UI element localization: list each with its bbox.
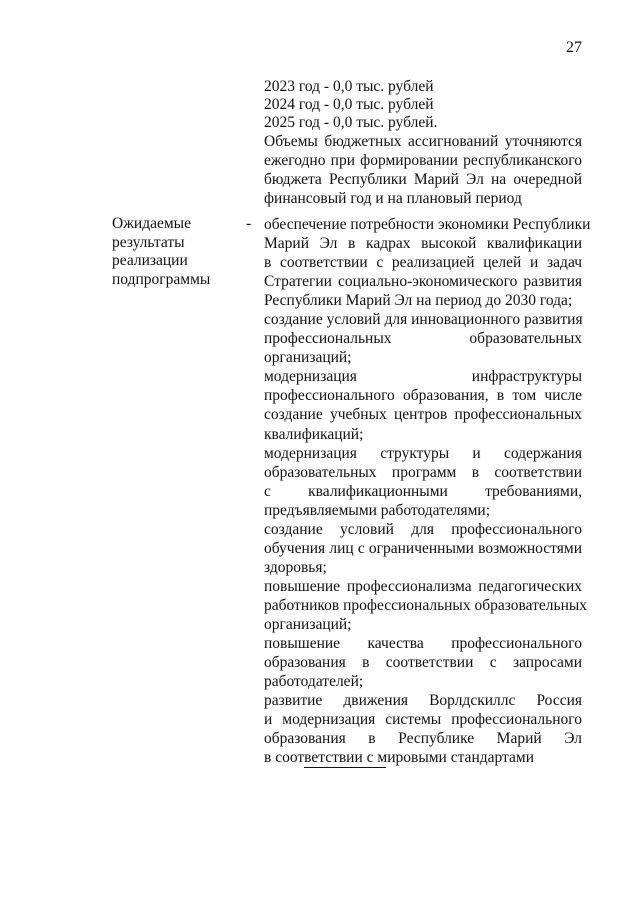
result-line: организаций; <box>264 615 352 633</box>
result-line: организаций; <box>264 349 352 367</box>
result-line: Марий Эл в кадрах высокой квалификации <box>264 235 582 253</box>
result-line: повышение качества профессионального <box>264 635 582 653</box>
budget-year-2023: 2023 год - 0,0 тыс. рублей <box>264 78 434 95</box>
label-line: реализации <box>112 252 188 269</box>
result-item <box>264 634 582 691</box>
result-line: обеспечение потребности экономики Республики <box>264 216 591 233</box>
result-line: квалификаций; <box>264 425 364 443</box>
result-item <box>264 520 582 577</box>
results-list <box>264 215 591 767</box>
result-item <box>264 444 582 520</box>
result-item <box>264 577 588 634</box>
budget-note <box>264 132 582 208</box>
result-line: образования в Республике Марий Эл <box>264 730 582 748</box>
budget-note-line: Объемы бюджетных ассигнований уточняются <box>264 133 582 150</box>
result-line: и модернизация системы профессионального <box>264 711 582 729</box>
result-line: профессиональных образовательных <box>264 330 582 348</box>
result-item <box>264 367 582 443</box>
result-line: Республики Марий Эл на период до 2030 года; <box>264 292 573 310</box>
budget-block <box>264 78 582 208</box>
label-line: подпрограммы <box>112 270 211 288</box>
budget-note-line: ежегодно при формировании республиканского <box>264 152 582 170</box>
results-label <box>112 215 232 289</box>
result-line: создание условий для инновационного развития <box>264 311 583 329</box>
budget-year-2025: 2025 год - 0,0 тыс. рублей. <box>264 114 438 131</box>
result-line: работников профессиональных образовательных <box>264 596 588 614</box>
budget-note-line: бюджета Республики Марий Эл на очередной <box>264 171 582 189</box>
result-line: профессионального образования, в том числе <box>264 387 582 405</box>
end-rule <box>304 767 386 768</box>
result-line: создание условий для профессионального <box>264 520 582 538</box>
result-item <box>264 215 591 310</box>
result-line: повышение профессионализма педагогических <box>264 577 582 595</box>
result-line: в соответствии с мировыми стандартами <box>264 749 534 767</box>
label-line: Ожидаемые <box>112 215 191 232</box>
page-number: 27 <box>566 39 582 56</box>
result-line: Стратегии социально-экономического развития <box>264 273 582 291</box>
budget-year-2024: 2024 год - 0,0 тыс. рублей <box>264 96 434 113</box>
budget-note-line: финансовый год и на плановый период <box>264 190 522 208</box>
result-line: развитие движения Ворлдскиллс Россия <box>264 692 582 710</box>
result-line: предъявляемыми работодателями; <box>264 501 491 519</box>
result-line: образования в соответствии с запросами <box>264 654 582 672</box>
result-item <box>264 310 582 367</box>
result-line: с квалификационными требованиями, <box>264 482 582 500</box>
results-dash: - <box>246 215 252 232</box>
result-line: модернизация структуры и содержания <box>264 444 582 462</box>
result-line: в соответствии с реализацией целей и задач <box>264 254 582 272</box>
label-line: результаты <box>112 233 185 251</box>
result-item <box>264 691 582 767</box>
result-line: образовательных программ в соответствии <box>264 463 582 481</box>
result-line: работодателей; <box>264 673 364 691</box>
result-line: создание учебных центров профессиональных <box>264 406 582 424</box>
result-line: модернизация инфраструктуры <box>264 368 582 386</box>
result-line: обучения лиц с ограниченными возможностями <box>264 539 582 557</box>
result-line: здоровья; <box>264 558 327 576</box>
